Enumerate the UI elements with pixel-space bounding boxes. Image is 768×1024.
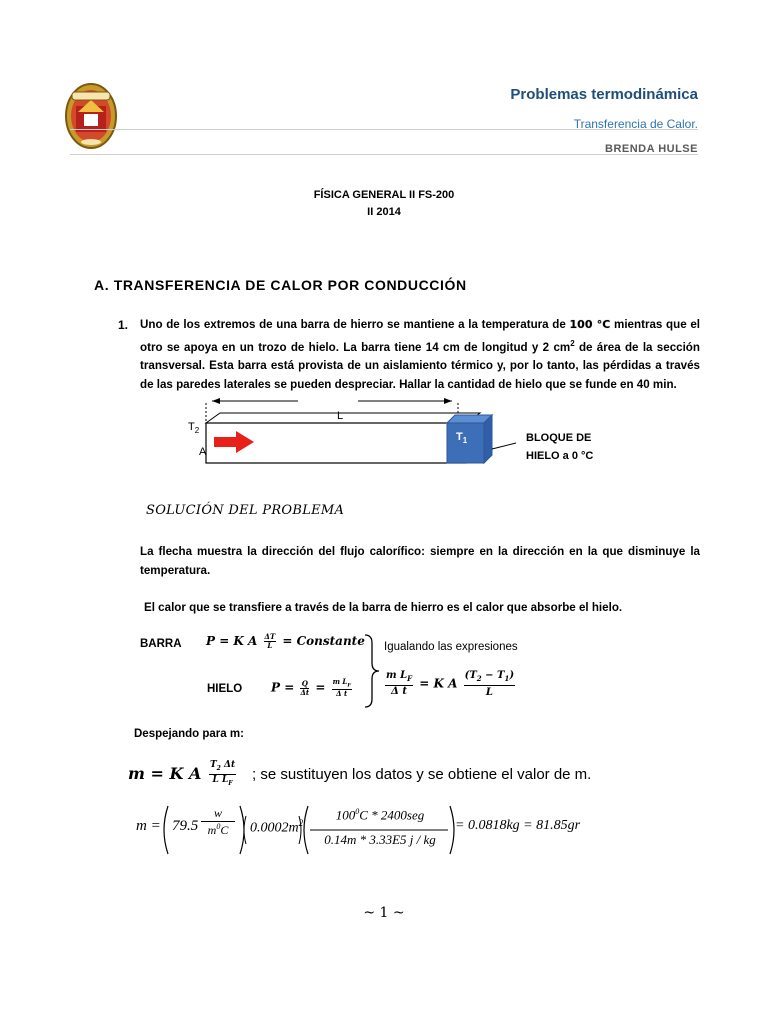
paragraph-flow: La flecha muestra la dirección del flujo calorífico: siempre en la dirección en la que disminuye la temperatura. <box>140 545 700 577</box>
university-seal-logo <box>64 82 118 150</box>
problem-text-c: de área de la sección transversal. Esta barra está provista de un aislamiento térmico y, por lo tanto, las pérdidas a través de las paredes laterales se pueden despreciar. Hallar la cantidad de hielo que se funde en 40 min. <box>140 340 700 391</box>
barra-label: BARRA <box>140 638 182 650</box>
problem-number: 1. <box>118 318 129 332</box>
paragraph-heat: El calor que se transfiere a través de la barra de hierro es el calor que absorbe el hielo. <box>144 601 623 614</box>
final-area: $0.0002m^2$ <box>250 818 304 836</box>
final-fraction-den: 0.14m * 3.33E5 j / kg <box>324 832 436 847</box>
block-label: BLOQUE DE HIELO a 0 °C <box>526 432 594 462</box>
block-pointer-line <box>490 440 520 452</box>
course-info <box>0 187 768 221</box>
label-t2: $T_2$ <box>188 421 200 436</box>
problem-statement <box>140 316 700 394</box>
solve-label: Despejando para m: <box>134 728 244 740</box>
header-subtitle: Transferencia de Calor. <box>573 117 698 131</box>
substitute-text: ; se sustituyen los datos y se obtiene el valor de m. <box>252 766 592 783</box>
final-m: m = <box>136 818 161 834</box>
m-equation: m = K A $\frac{T_2 \Delta t}{L L_F}$ <box>128 760 236 787</box>
problem-text-b: mientras que el otro se apoya en un trozo de hielo. La barra tiene 14 cm de longitud y 2 cm <box>140 318 700 354</box>
header-divider-2 <box>70 154 698 155</box>
equated-expression: $\frac{m L_F}{\text{Δ t}}$ = K A $\frac{(T_2 - T_1)}{L}$ <box>386 670 515 698</box>
course-term: II 2014 <box>367 206 401 218</box>
final-fraction-num: $100^0C * 2400seg$ <box>335 807 425 823</box>
header-author: BRENDA HULSE <box>605 143 698 155</box>
problem-temperature: 100 °C <box>569 318 611 331</box>
hielo-label: HIELO <box>207 683 243 695</box>
course-name: FÍSICA GENERAL II FS-200 <box>313 189 455 201</box>
label-t1: $T_1$ <box>456 431 468 446</box>
bar-diagram <box>180 395 520 475</box>
header-title: Problemas termodinámica <box>510 86 698 103</box>
section-title: A. TRANSFERENCIA DE CALOR POR CONDUCCIÓN <box>94 277 467 293</box>
final-k: 79.5 <box>172 818 199 834</box>
hielo-equation: P = $\frac{Q}{\Delta t}$ = $\frac{m L_F}{\text{Δ t}}$ <box>271 677 351 699</box>
label-l: L <box>337 410 344 422</box>
barra-equation: P = K A $\frac{\Delta T}{L}$ = Constante <box>206 632 365 650</box>
final-result: = 0.0818kg = 81.85gr <box>455 818 581 833</box>
solution-title: SOLUCIÓN DEL PROBLEMA <box>146 503 345 518</box>
problem-sup: 2 <box>570 338 575 348</box>
final-unit: w $m^0C$ <box>201 806 235 838</box>
problem-text-a: Uno de los extremos de una barra de hierro se mantiene a la temperatura de <box>140 318 566 331</box>
page-number: ~ 1 ~ <box>363 905 405 921</box>
equating-label: Igualando las expresiones <box>384 641 518 653</box>
label-a: A <box>199 446 207 458</box>
grouping-brace <box>362 633 382 709</box>
